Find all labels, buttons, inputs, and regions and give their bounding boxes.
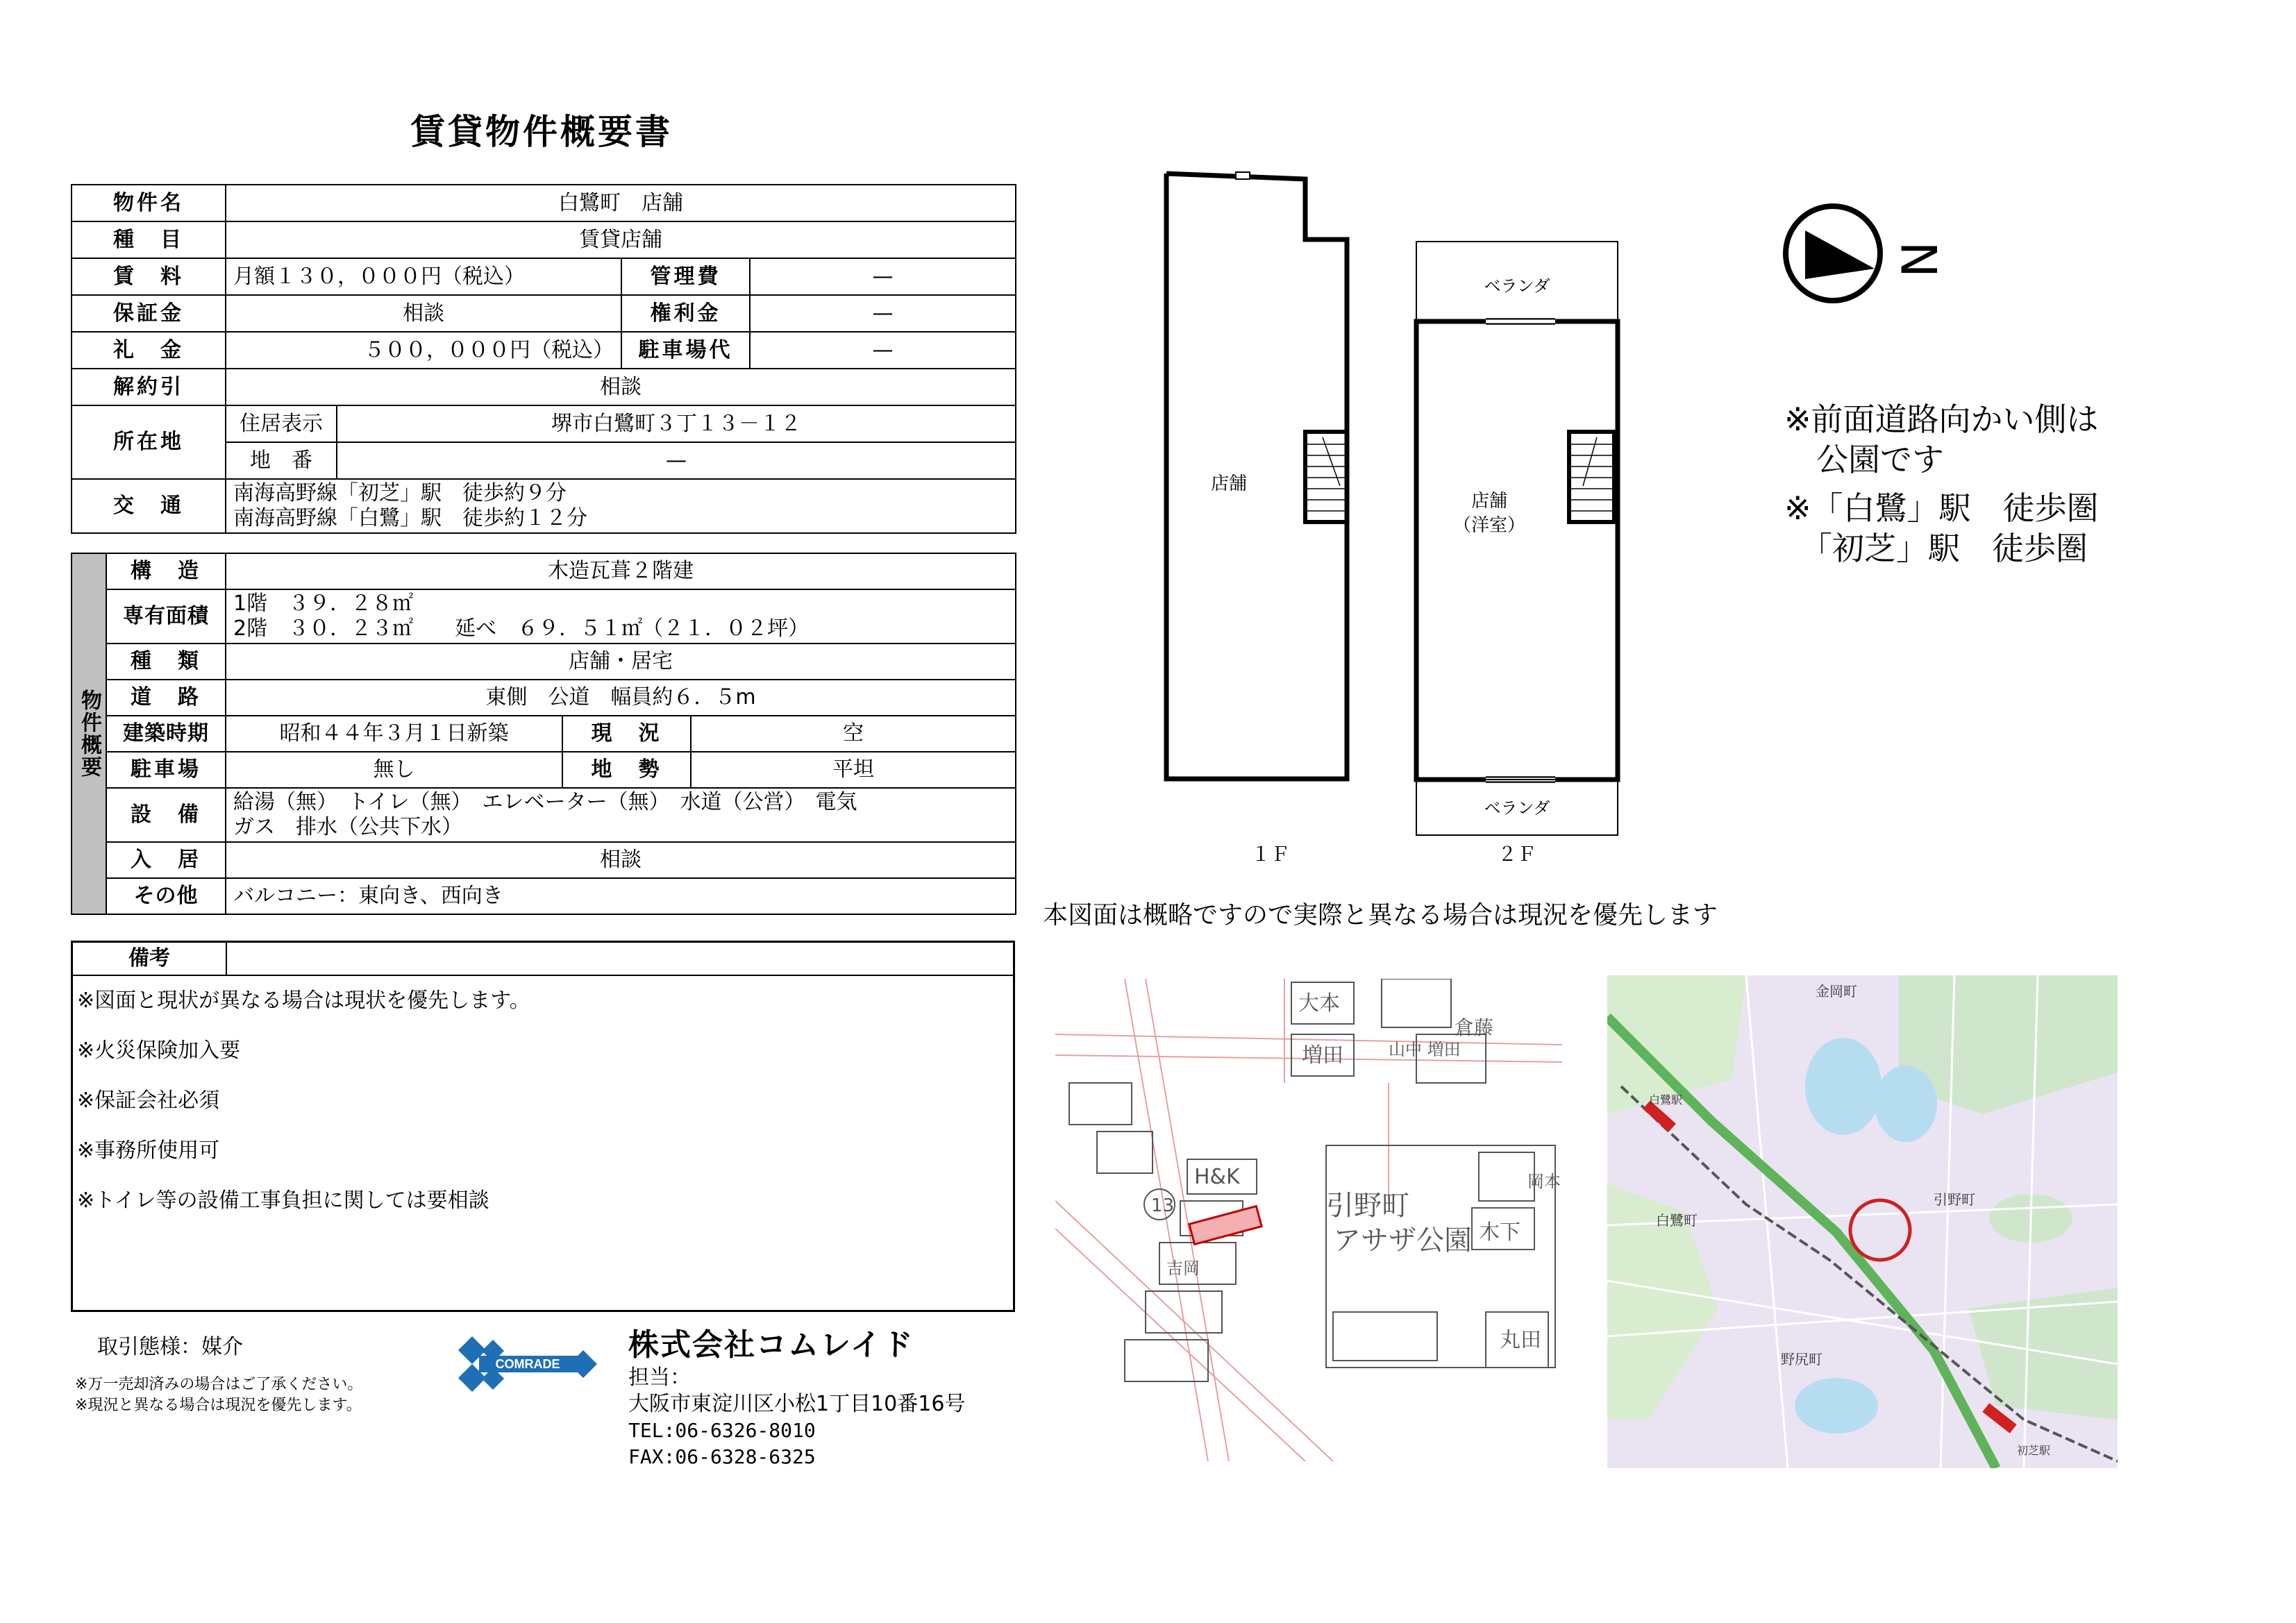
page-title: 賃貸物件概要書 [410, 112, 673, 152]
facilities-line-1: 給湯（無） トイレ（無） エレベーター（無） 水道（公営） 電気 [233, 790, 857, 814]
footer-note-1: ※万一売却済みの場合はご了承ください。 [75, 1376, 363, 1393]
disclaimer: 本図面は概略ですので実際と異なる場合は現況を優先します [1043, 901, 1718, 930]
move-in-value: 相談 [226, 842, 1016, 878]
address-value: 堺市白鷺町３丁１３－１２ [337, 405, 1016, 442]
company-block [628, 1326, 965, 1470]
facilities-line-2: ガス 排水（公共下水） [233, 815, 462, 839]
side-note-1: ※前面道路向かい側は [1784, 401, 2099, 438]
footer-notes [75, 1374, 362, 1416]
floor-2f-room-sub: （洋室） [1452, 515, 1526, 536]
gratuity-value: ５００，０００円（税込） [226, 332, 621, 369]
remarks-label: 備考 [73, 943, 227, 975]
deal-type: 取引態様：媒介 [97, 1335, 243, 1359]
parking-value: 無し [226, 752, 562, 788]
key-money-label: 権利金 [621, 295, 750, 332]
map2-label: 初芝駅 [2017, 1444, 2051, 1457]
map1-label: 引野町 [1326, 1190, 1409, 1222]
overview-table [71, 553, 1016, 915]
terrain-value: 平坦 [691, 752, 1016, 788]
deposit-label: 保証金 [72, 295, 226, 332]
cadastral-map [1055, 979, 1562, 1461]
floor-1f-label: １Ｆ [1250, 843, 1291, 866]
transport-label: 交 通 [72, 479, 226, 533]
map1-label: 岡本 [1527, 1172, 1561, 1191]
veranda-top-label: ベランダ [1484, 276, 1550, 296]
area-line-2: 2階 ３０．２３㎡ 延べ ６９．５１㎡（２１．０２坪） [233, 616, 810, 641]
map1-label: 倉藤 [1455, 1016, 1494, 1039]
floor-2f-outline [1416, 321, 1618, 780]
area-label: 専有面積 [106, 589, 226, 644]
map1-label: 丸田 [1500, 1328, 1541, 1352]
area-value [226, 589, 1016, 644]
company-address: 大阪市東淀川区小松1丁目10番16号 [628, 1392, 966, 1416]
map1-label: 吉岡 [1166, 1259, 1200, 1278]
transport-value [226, 479, 1016, 533]
type-label: 種 目 [72, 221, 226, 258]
side-note-3: ※「白鷺」駅 徒歩圏 [1784, 489, 2099, 527]
remarks-box [71, 941, 1015, 1312]
remark-item: ※図面と現状が異なる場合は現状を優先します。 [77, 989, 530, 1013]
floor-2f-room: 店舗 [1470, 491, 1508, 512]
rent-label: 賃 料 [72, 258, 226, 295]
side-note-4: 「初芝」駅 徒歩圏 [1784, 530, 2088, 567]
address-label: 住居表示 [226, 405, 337, 442]
status-value: 空 [691, 716, 1016, 752]
map2-label: 金岡町 [1816, 983, 1857, 1000]
built-label: 建築時期 [106, 716, 226, 752]
area-map [1607, 975, 2118, 1468]
side-notes [1784, 399, 2099, 569]
map2-label: 白鷺町 [1656, 1212, 1698, 1229]
map1-label: 増田 [1302, 1043, 1343, 1068]
kind-label: 種 類 [106, 644, 226, 680]
remark-item: ※火災保険加入要 [77, 1038, 241, 1063]
gratuity-label: 礼 金 [72, 332, 226, 369]
type-value: 賃貸店舗 [226, 221, 1016, 258]
transport-line-1: 南海高野線「初芝」駅 徒歩約９分 [233, 481, 567, 505]
map1-label: アサザ公園 [1333, 1225, 1472, 1256]
parking-fee-value: — [750, 332, 1016, 369]
map1-label: H&K [1194, 1165, 1240, 1189]
move-in-label: 入 居 [106, 842, 226, 878]
map2-label: 白鷺駅 [1649, 1093, 1683, 1107]
footer-note-2: ※現況と異なる場合は現況を優先します。 [75, 1397, 362, 1414]
road-value: 東側 公道 幅員約６．５m [226, 680, 1016, 716]
area-line-1: 1階 ３９．２８㎡ [233, 591, 414, 616]
lot-value: — [337, 442, 1016, 479]
comrade-logo [451, 1329, 604, 1399]
compass-label: N [1892, 241, 1949, 278]
facilities-value [226, 788, 1016, 842]
rent-value: 月額１３０，０００円（税込） [226, 258, 621, 295]
parking-fee-label: 駐車場代 [621, 332, 750, 369]
structure-label: 構 造 [106, 553, 226, 589]
remarks-header [73, 943, 1013, 976]
road-label: 道 路 [106, 680, 226, 716]
facilities-label: 設 備 [106, 788, 226, 842]
map1-label: 山中 増田 [1389, 1040, 1461, 1059]
other-label: その他 [106, 878, 226, 914]
kind-value: 店舗・居宅 [226, 644, 1016, 680]
company-tel: TEL:06-6326-8010 [628, 1419, 816, 1442]
map2-label: 野尻町 [1781, 1351, 1822, 1368]
map1-label: 13 [1151, 1195, 1175, 1216]
built-value: 昭和４４年３月１日新築 [226, 716, 562, 752]
property-name: 白鷺町 店舗 [226, 185, 1016, 221]
company-contact: 担当： [628, 1365, 691, 1390]
north-compass-icon [1777, 201, 1958, 319]
management-fee-label: 管理費 [621, 258, 750, 295]
floor-1f-outline [1166, 174, 1347, 779]
other-value: バルコニー：東向き、西向き [226, 878, 1016, 914]
key-money-value: — [750, 295, 1016, 332]
remark-item: ※トイレ等の設備工事負担に関しては要相談 [77, 1188, 489, 1213]
summary-table [71, 184, 1016, 534]
map2-label: 引野町 [1934, 1191, 1975, 1208]
transport-line-2: 南海高野線「白鷺」駅 徒歩約１２分 [233, 506, 587, 530]
location-label: 所在地 [72, 405, 226, 479]
company-fax: FAX:06-6328-6325 [628, 1445, 816, 1468]
side-note-2: 公園です [1784, 441, 1944, 478]
status-label: 現 況 [562, 716, 691, 752]
overview-side-label: 物件概要 [72, 553, 106, 914]
lot-label: 地 番 [226, 442, 337, 479]
logo-text: COMRADE [495, 1357, 560, 1371]
map1-label: 木下 [1479, 1220, 1520, 1245]
structure-value: 木造瓦葺２階建 [226, 553, 1016, 589]
parking-label: 駐車場 [106, 752, 226, 788]
floor-1f-stairs [1305, 432, 1347, 522]
deposit-value: 相談 [226, 295, 621, 332]
management-fee-value: — [750, 258, 1016, 295]
floor-2f-stairs [1569, 432, 1614, 522]
map1-label: 大本 [1298, 991, 1340, 1016]
cancellation-label: 解約引 [72, 369, 226, 405]
remark-item: ※保証会社必須 [77, 1088, 220, 1113]
cancellation-value: 相談 [226, 369, 1016, 405]
veranda-bottom-label: ベランダ [1484, 798, 1550, 818]
terrain-label: 地 勢 [562, 752, 691, 788]
floor-2f-label: ２Ｆ [1497, 843, 1537, 866]
property-name-label: 物件名 [72, 185, 226, 221]
company-name: 株式会社コムレイド [628, 1327, 914, 1363]
floor-plan [1139, 160, 1639, 868]
floor-1f-room: 店舗 [1210, 473, 1248, 494]
remark-item: ※事務所使用可 [77, 1138, 220, 1163]
